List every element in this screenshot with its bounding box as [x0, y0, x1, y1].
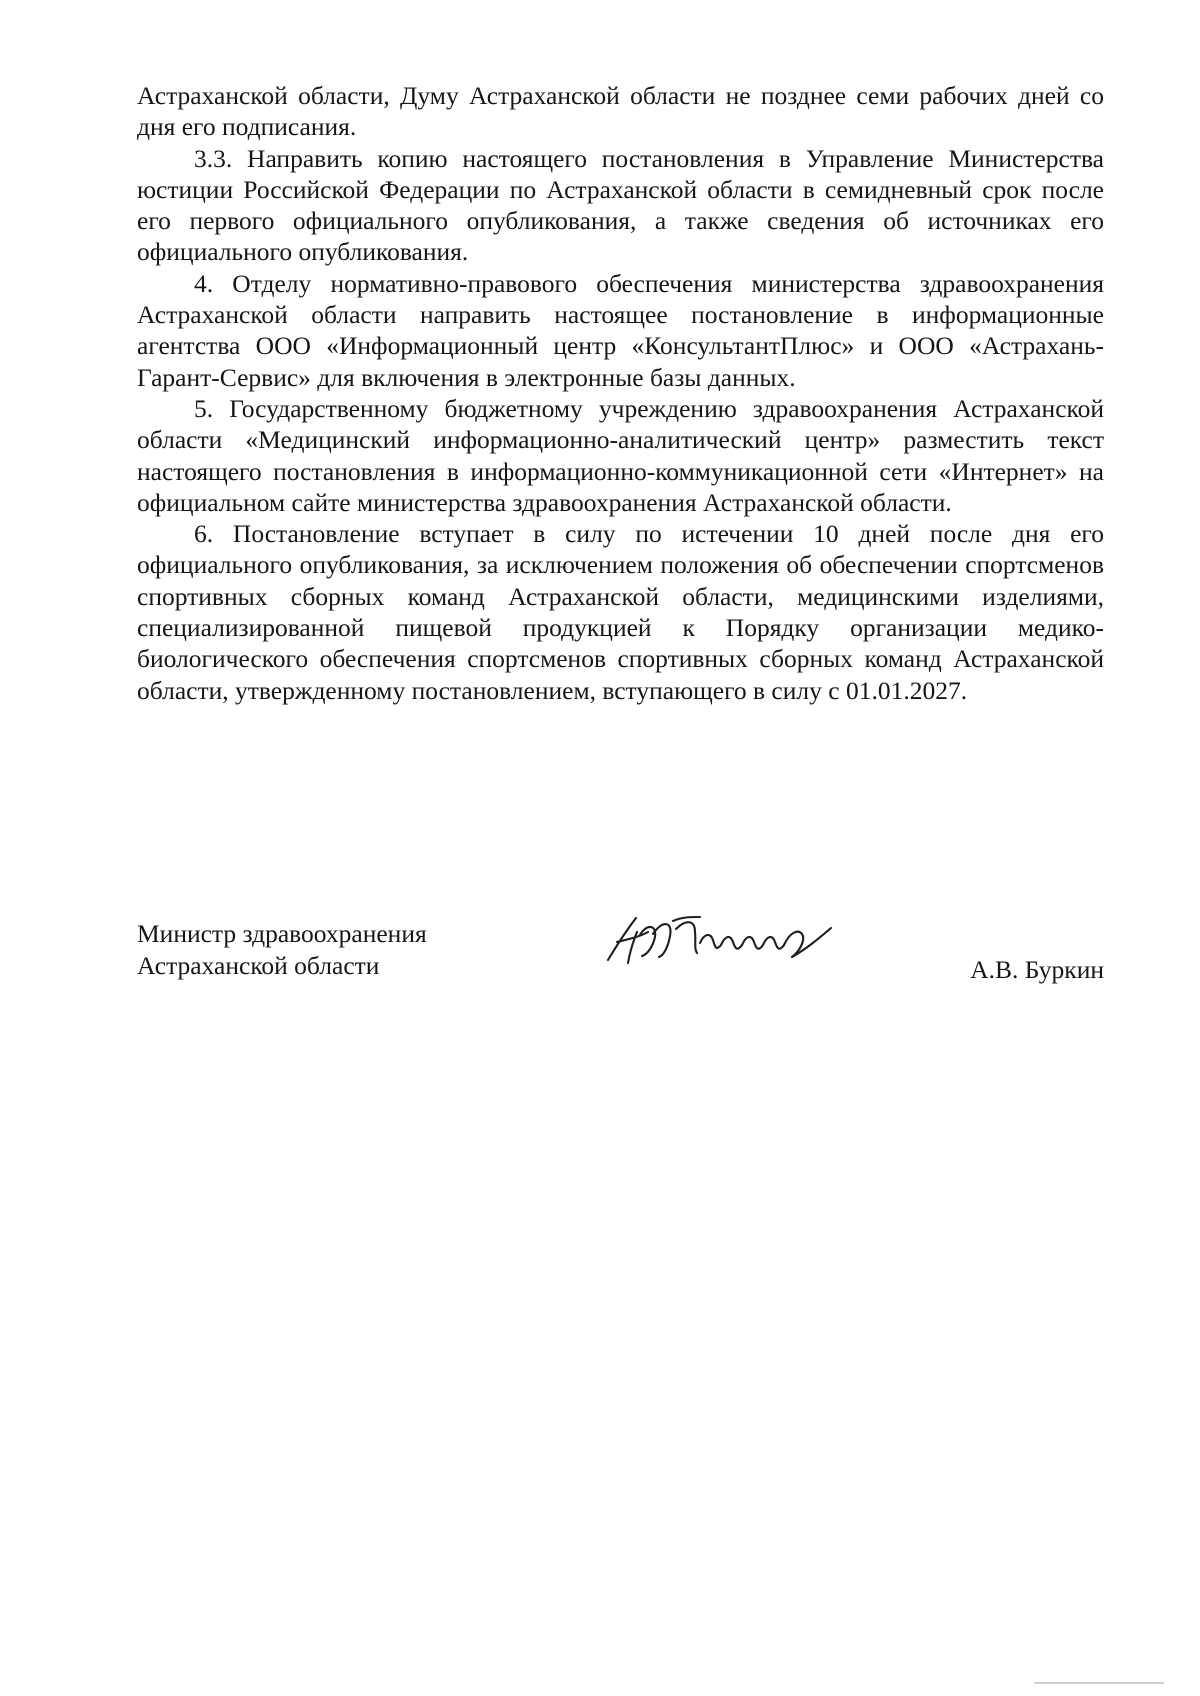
paragraph-continuation: Астраханской области, Думу Астраханской области не позднее семи рабочих дней со дня его подписания.	[137, 81, 1104, 142]
scan-edge-mark	[1034, 1682, 1164, 1684]
signer-position	[137, 918, 427, 982]
signature-block	[137, 918, 1104, 998]
signer-name: А.В. Буркин	[970, 955, 1104, 984]
handwritten-signature	[599, 912, 839, 968]
paragraph-4: 4. Отделу нормативно-правового обеспечения министерства здравоохранения Астраханской области направить настоящее постановление в информационные агентства ООО «Информационный центр «КонсультантПлюс» и ООО «Астрахань-Гарант-Сервис» для включения в электронные базы данных.	[137, 268, 1104, 392]
paragraph-3-3: 3.3. Направить копию настоящего постановления в Управление Министерства юстиции Российской Федерации по Астраханской области в семидневный срок после его первого официального опубликования, а также сведения об источниках его официального опубликования.	[137, 143, 1104, 267]
document-body	[137, 80, 1104, 706]
paragraph-5: 5. Государственному бюджетному учреждению здравоохранения Астраханской области «Медицинский информационно-аналитический центр» разместить текст настоящего постановления в информационно-коммуникационной сети «Интернет» на официальном сайте министерства здравоохранения Астраханской области.	[137, 393, 1104, 517]
paragraph-6: 6. Постановление вступает в силу по истечении 10 дней после дня его официального опубликования, за исключением положения об обеспечении спортсменов спортивных сборных команд Астраханской области, медицинскими изделиями, специализированной пищевой продукцией к Порядку организации медико-биологического обеспечения спортсменов спортивных сборных команд Астраханской области, утвержденному постановлением, вступающего в силу с 01.01.2027.	[137, 519, 1104, 705]
signer-position-line-2: Астраханской области	[137, 951, 380, 980]
signer-position-line-1: Министр здравоохранения	[137, 919, 427, 948]
